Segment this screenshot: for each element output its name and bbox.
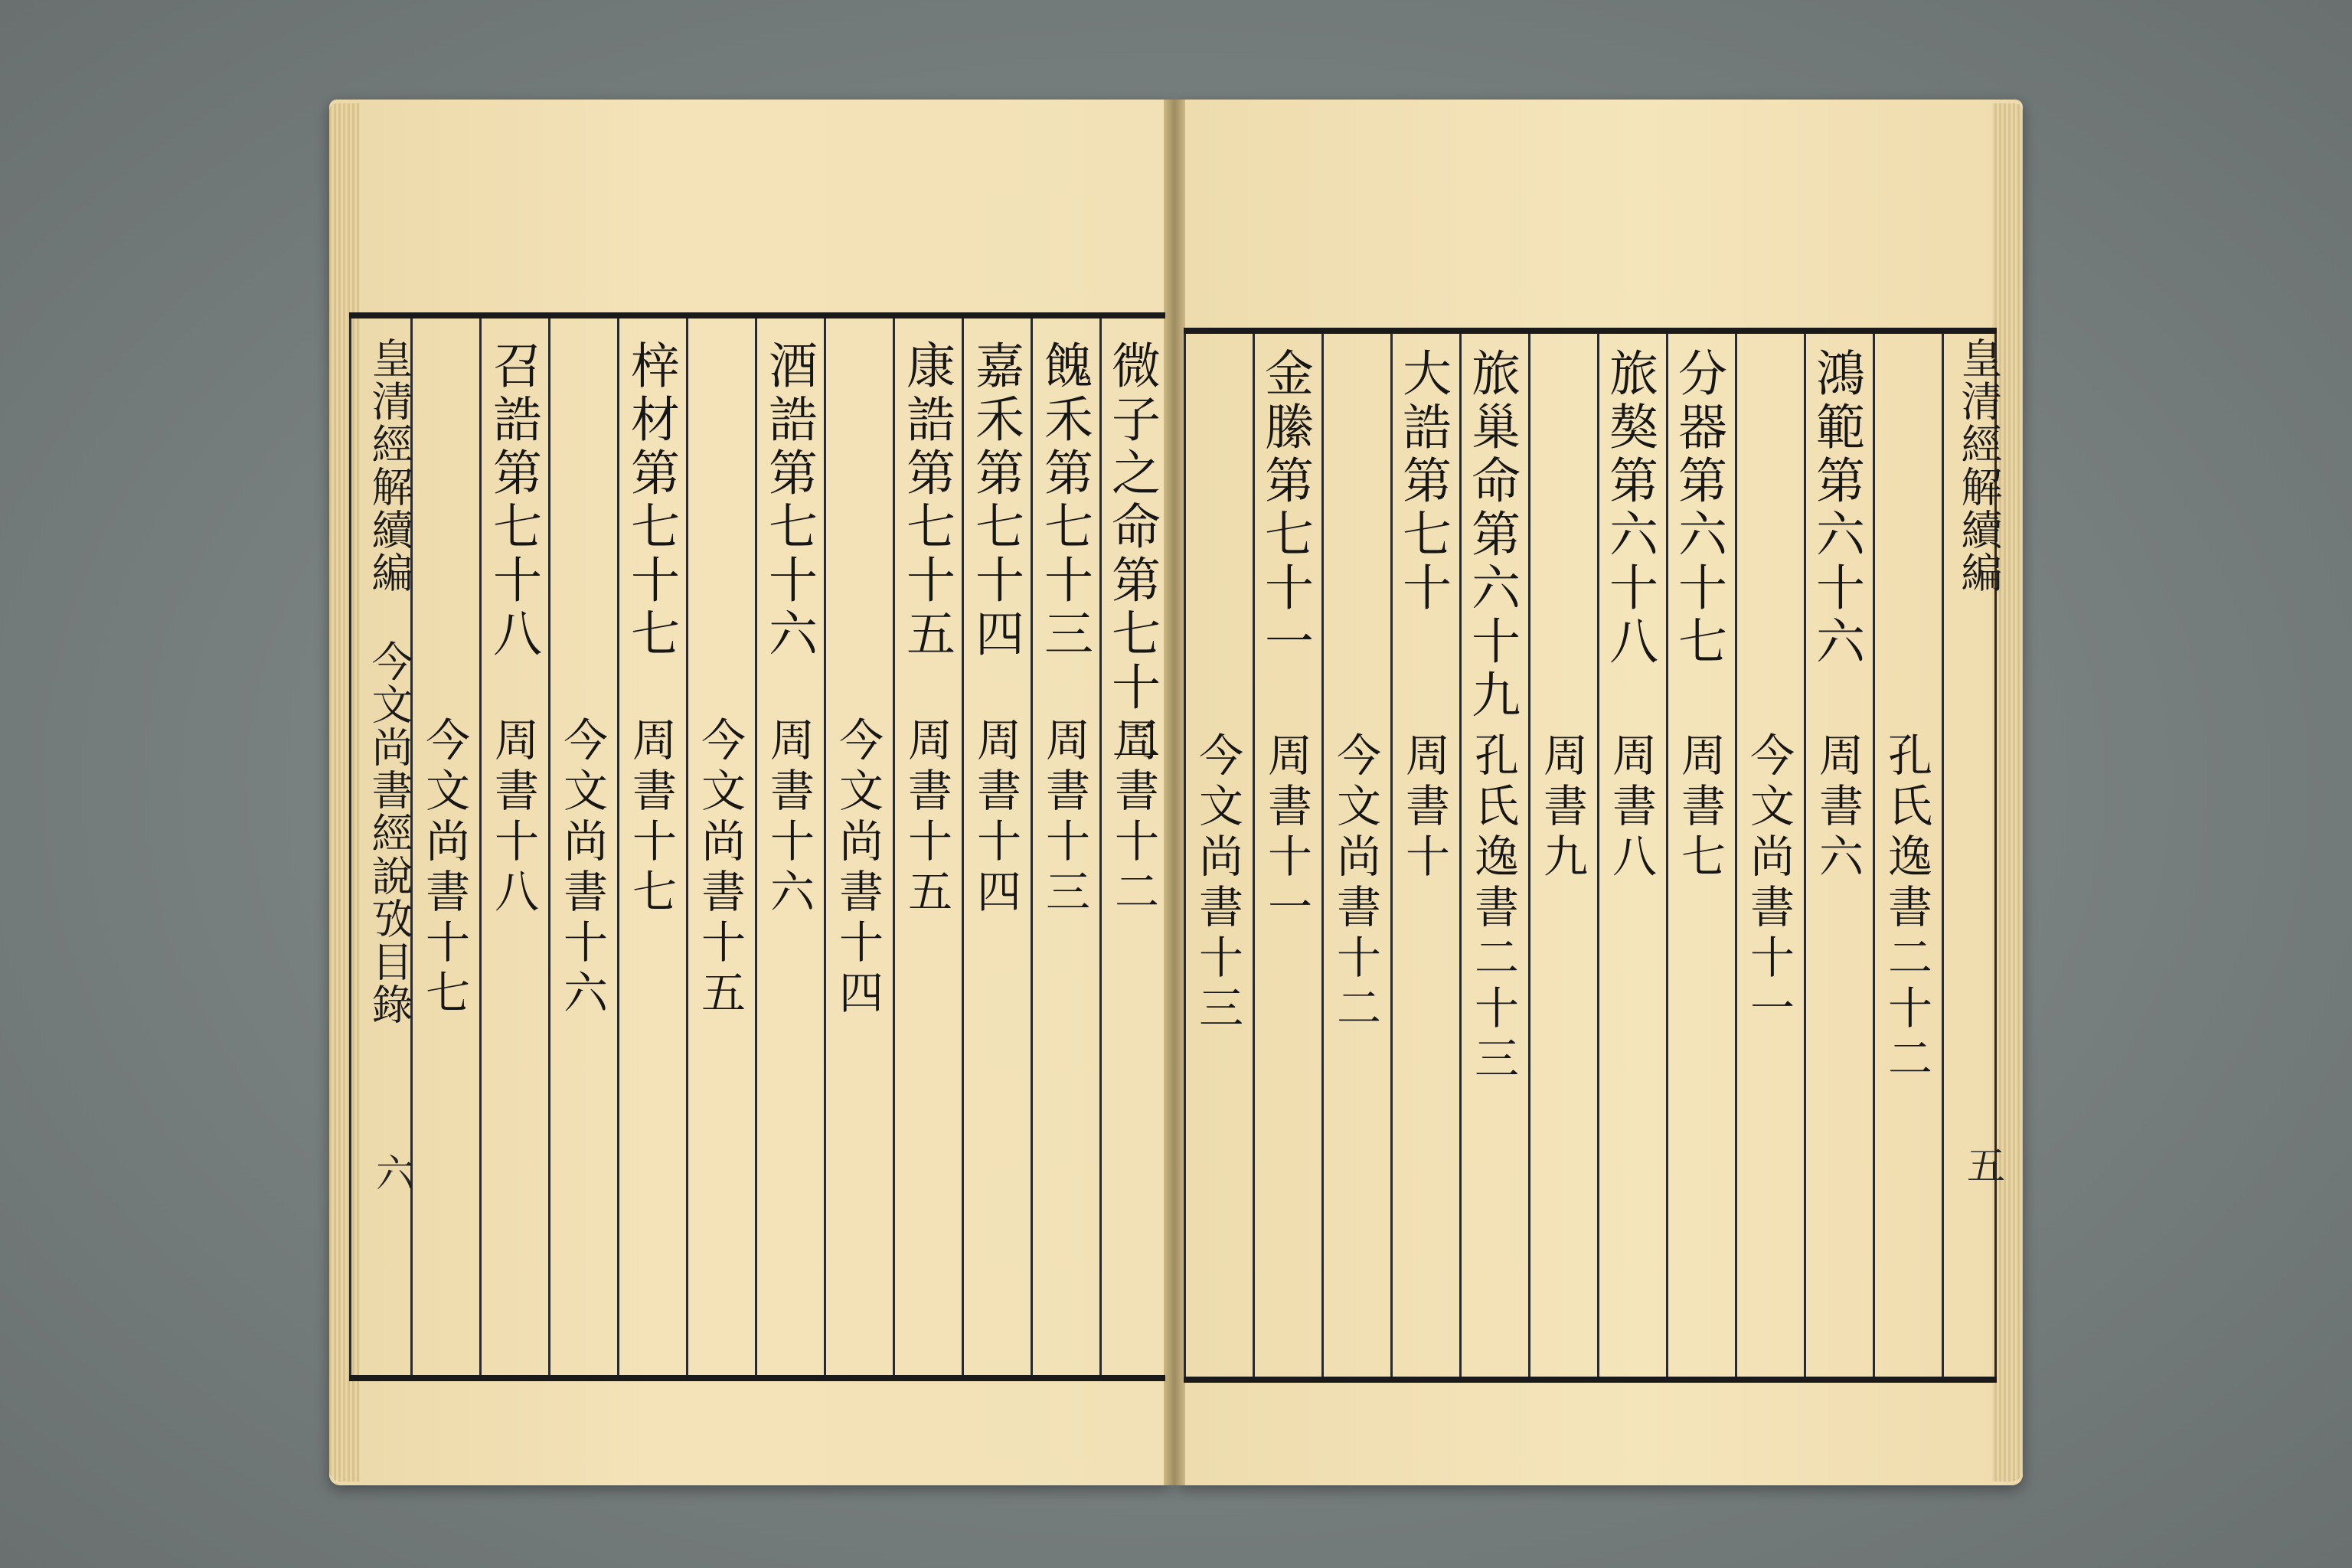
left-entry-source-1: 周書十二 xyxy=(1107,717,1159,919)
left-page-number: 六 xyxy=(370,1153,414,1191)
left-entry-source-3: 周書十四 xyxy=(969,717,1021,919)
left-entry-source-4: 周書十五 xyxy=(900,717,952,919)
right-entry-title-4: 分器第六十七 xyxy=(1670,348,1726,669)
left-entry-title-10: 召誥第七十八 xyxy=(485,340,541,662)
left-entry-title-4: 康誥第七十五 xyxy=(898,340,955,662)
right-text-frame xyxy=(1184,328,2005,1383)
right-entry-source-9: 周書十 xyxy=(1398,732,1450,884)
left-entry-source-11: 今文尚書十七 xyxy=(418,717,470,1020)
left-entry-source-9: 今文尚書十六 xyxy=(556,717,608,1020)
book-gutter xyxy=(1164,100,1185,1485)
right-entry-title-7: 旅巢命第六十九 xyxy=(1463,348,1520,723)
left-entry-title-1: 微子之命第七十二 xyxy=(1103,340,1160,769)
left-entry-source-6: 周書十六 xyxy=(763,717,815,919)
left-entry-source-5: 今文尚書十四 xyxy=(831,717,884,1020)
right-entry-source-7: 孔氏逸書二十三 xyxy=(1467,732,1519,1086)
left-entry-source-8: 周書十七 xyxy=(625,717,677,919)
right-entry-source-3: 今文尚書十一 xyxy=(1743,732,1795,1035)
right-entry-source-11: 周書十一 xyxy=(1260,732,1312,934)
left-entry-title-6: 酒誥第七十六 xyxy=(760,340,817,662)
right-entry-title-8: 大誥第七十 xyxy=(1394,348,1451,616)
right-page-number: 五 xyxy=(1961,1145,2005,1184)
right-entry-source-4: 周書七 xyxy=(1674,732,1726,884)
left-entry-title-3: 嘉禾第七十四 xyxy=(967,340,1024,662)
left-entry-title-8: 梓材第七十七 xyxy=(622,340,679,662)
right-entry-source-10: 今文尚書十二 xyxy=(1329,732,1381,1035)
right-entry-source-2: 周書六 xyxy=(1811,732,1864,884)
left-band-subtitle: 今文尚書經說攷目錄 xyxy=(365,640,413,1026)
right-entry-source-12: 今文尚書十三 xyxy=(1191,732,1243,1035)
right-entry-title-5: 旅獒第六十八 xyxy=(1601,348,1658,669)
left-entry-source-2: 周書十三 xyxy=(1038,717,1090,919)
right-band-title: 皇清經解續編 xyxy=(1955,337,2003,594)
right-entry-source-8: 周書九 xyxy=(1536,732,1588,884)
left-entry-source-10: 周書十八 xyxy=(487,717,539,919)
left-text-frame xyxy=(349,312,1165,1381)
right-page-edges xyxy=(1992,103,2023,1481)
left-band-title: 皇清經解續編 xyxy=(365,337,413,594)
right-entry-source-1: 孔氏逸書二十二 xyxy=(1880,732,1932,1086)
right-entry-title-2: 鴻範第六十六 xyxy=(1808,348,1864,669)
left-entry-source-7: 今文尚書十五 xyxy=(694,717,746,1020)
left-entry-title-2: 餽禾第七十三 xyxy=(1036,340,1093,662)
right-entry-source-5: 周書八 xyxy=(1605,732,1657,884)
right-entry-title-11: 金縢第七十一 xyxy=(1256,348,1313,669)
